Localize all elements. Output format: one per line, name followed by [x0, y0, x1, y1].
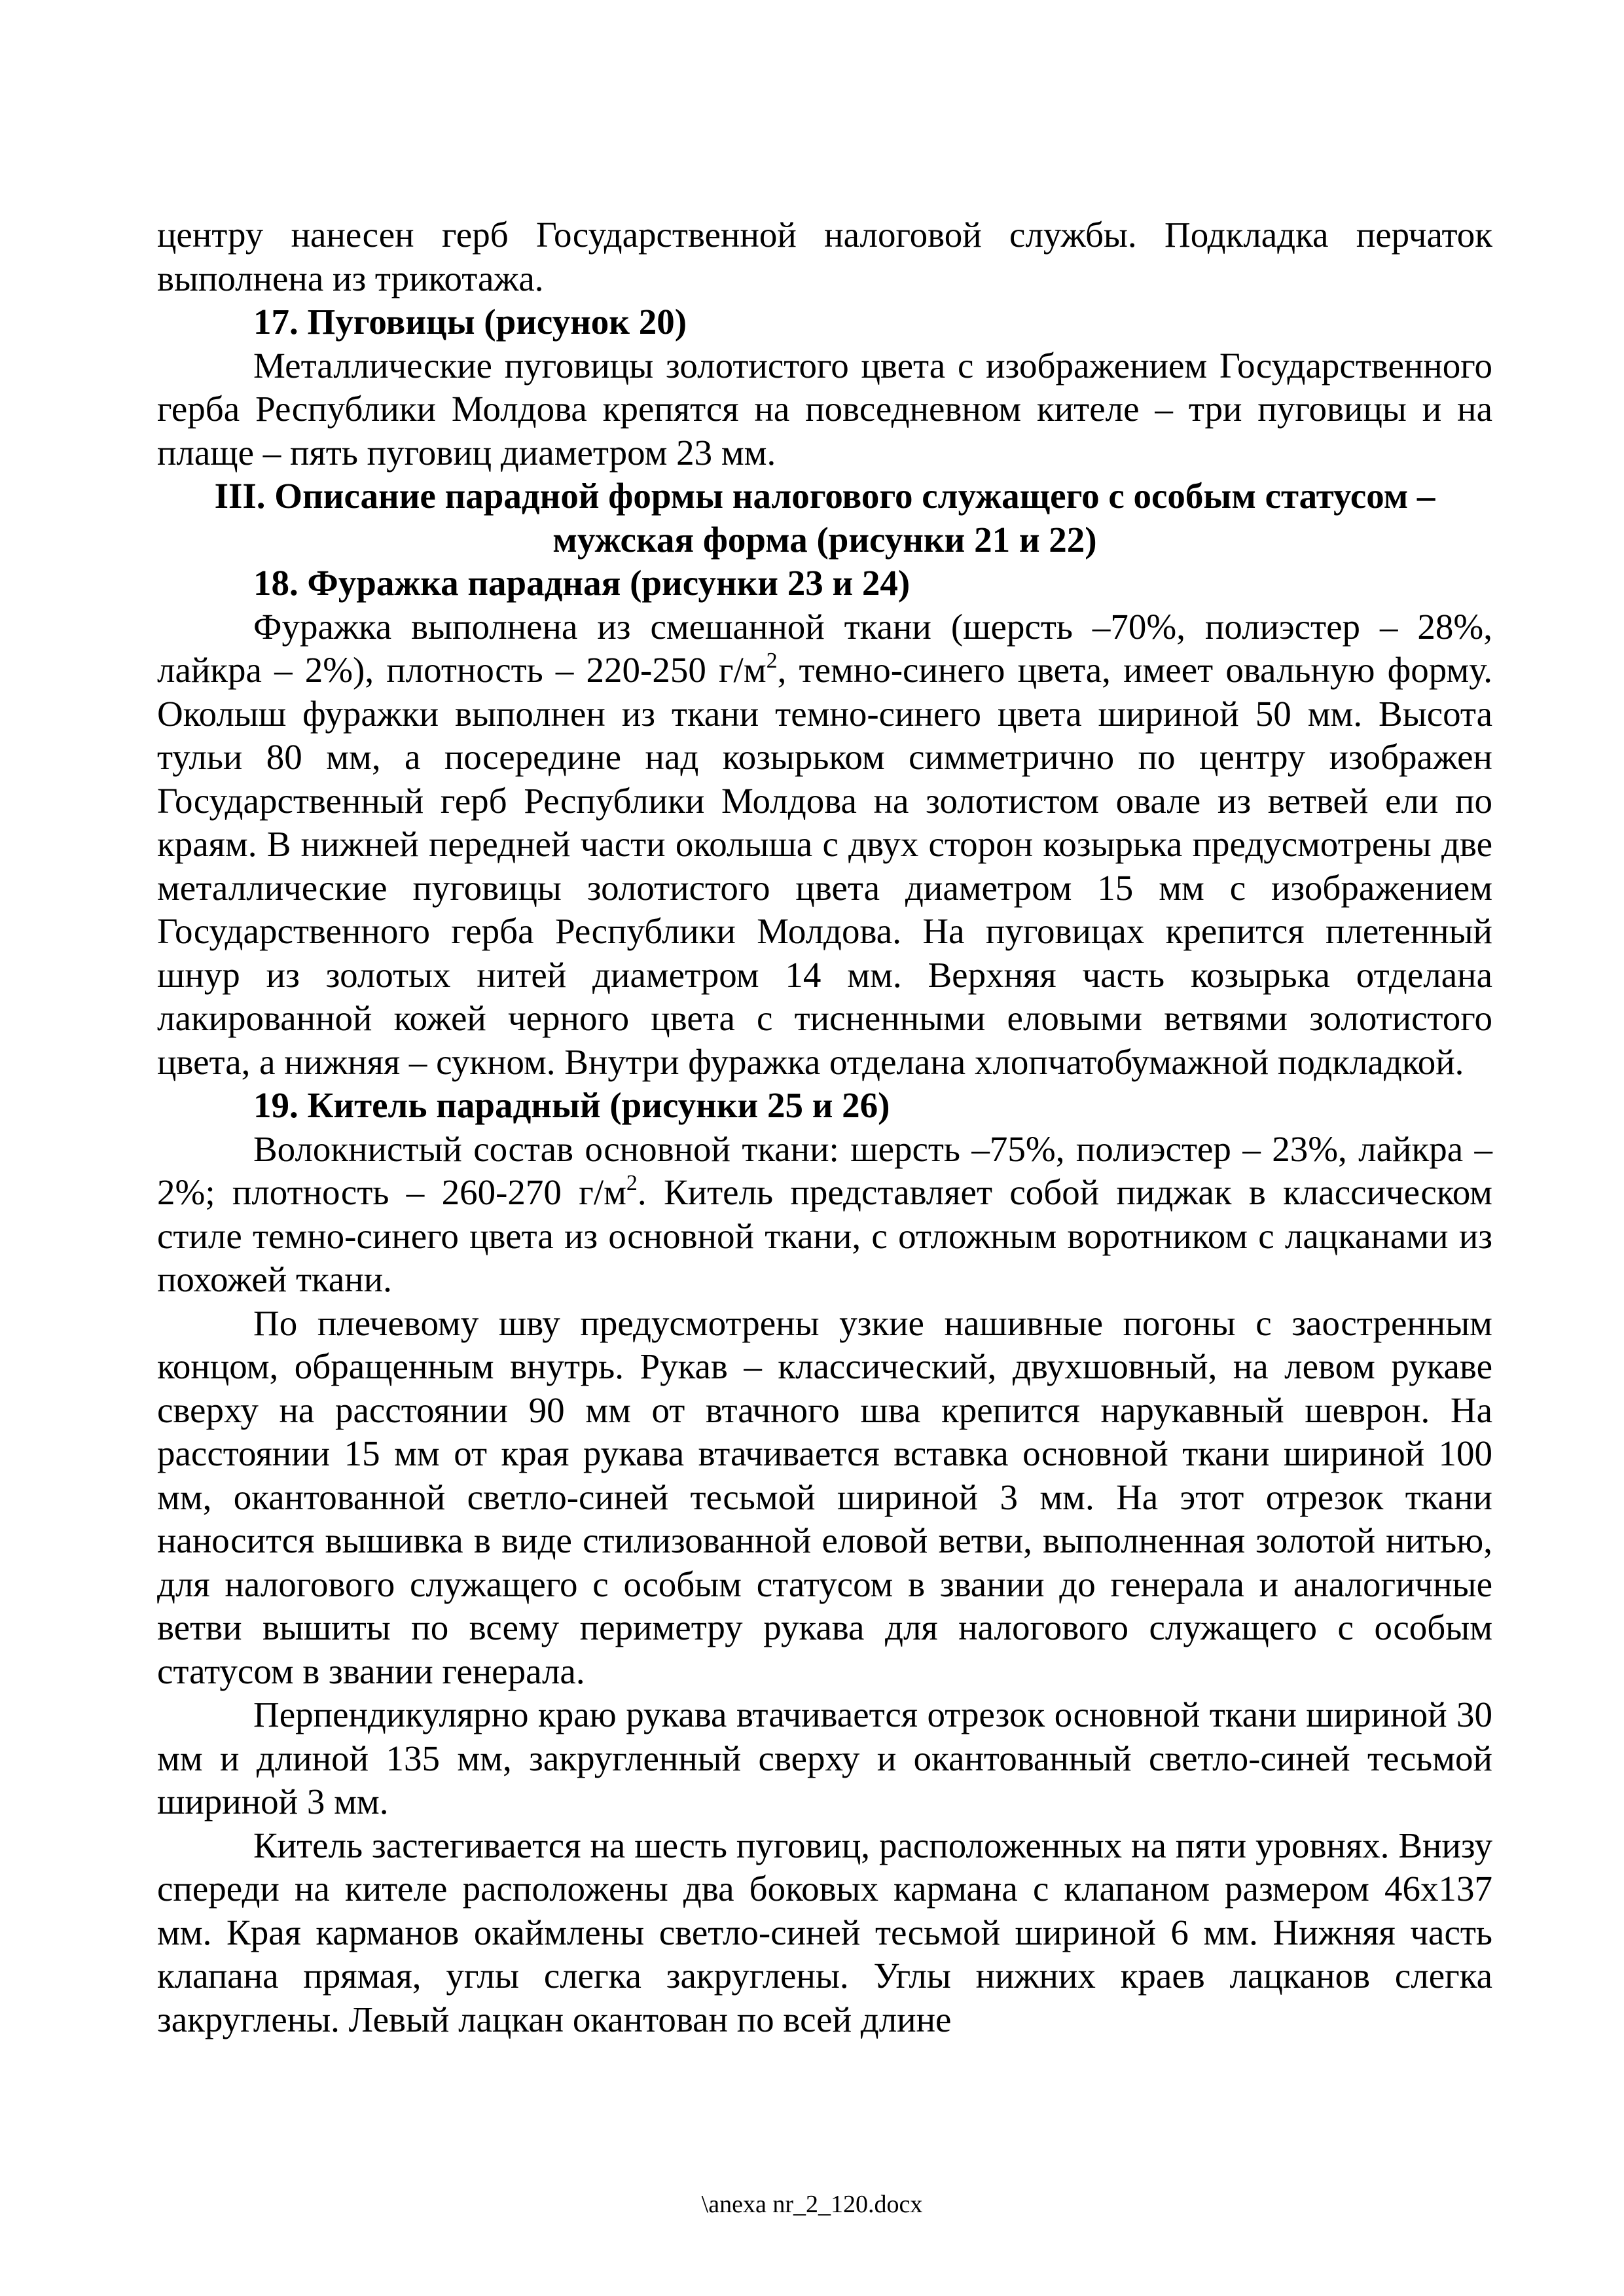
paragraph-parade-cap-part-2: , темно-синего цвета, имеет овальную форму. Околыш фуражки выполнен из ткани темно-синего цвета шириной 50 мм. Высота тульи 80 мм, а посередине над козырьком симметрично по центру изображен Государственный герб Республики Молдова на золотистом овале из ветвей ели по краям. В нижней передней части околыша с двух сторон козырька предусмотрены две металлические пуговицы золотистого цвета диаметром 15 мм с изображением Государственного герба Республики Молдова. На пуговицах крепится плетенный шнур из золотых нитей диаметром 14 мм. Верхняя часть козырька отделана лакированной кожей черного цвета с тисненными еловыми ветвями золотистого цвета, а нижняя – сукном. Внутри фуражка отделана хлопчатобумажной подкладкой. [157, 650, 1492, 1082]
heading-buttons: 17. Пуговицы (рисунок 20) [253, 302, 687, 342]
paragraph-jacket-fabric-part-2: . Китель представляет собой пиджак в классическом стиле темно-синего цвета из основной ткани, с отложным воротником с лацканами из похожей ткани. [157, 1172, 1492, 1299]
heading-parade-jacket: 19. Китель парадный (рисунки 25 и 26) [253, 1085, 890, 1125]
intro-paragraph: центру нанесен герб Государственной налоговой службы. Подкладка перчаток выполнена из трикотажа. [157, 215, 1492, 298]
footer-filename: \anexa nr_2_120.docx [701, 2191, 923, 2218]
paragraph-jacket-fabric [157, 1128, 1492, 1302]
heading-parade-cap: 18. Фуражка парадная (рисунки 23 и 24) [253, 563, 911, 603]
superscript: 2 [766, 649, 778, 673]
section-heading-parade-uniform: III. Описание парадной формы налогового служащего с особым статусом – мужская форма (рисунки 21 и 22) [214, 476, 1435, 560]
paragraph-jacket-pockets: Китель застегивается на шесть пуговиц, расположенных на пяти уровнях. Внизу спереди на кителе расположены два боковых кармана с клапаном размером 46х137 мм. Края карманов окаймлены светло-синей тесьмой шириной 6 мм. Нижняя часть клапана прямая, углы слегка закруглены. Углы нижних краев лацканов слегка закруглены. Левый лацкан окантован по всей длине [157, 1825, 1492, 2039]
paragraph-jacket-sleeve: По плечевому шву предусмотрены узкие нашивные погоны с заостренным концом, обращенным внутрь. Рукав – классический, двухшовный, на левом рукаве сверху на расстоянии 90 мм от втачного шва крепится нарукавный шеврон. На расстоянии 15 мм от края рукава втачивается вставка основной ткани шириной 100 мм, окантованной светло-синей тесьмой шириной 3 мм. На этот отрезок ткани наносится вышивка в виде стилизованной еловой ветви, выполненная золотой нитью, для налогового служащего с особым статусом в звании до генерала и аналогичные ветви вышиты по всему периметру рукава для налогового служащего с особым статусом в звании генерала. [157, 1302, 1492, 1691]
paragraph-parade-cap [157, 605, 1492, 1085]
document-body [157, 213, 1492, 2041]
paragraph-parade-cap-part-1: Фуражка выполнена из смешанной ткани (шерсть –70%, полиэстер – 28%, лайкра – 2%), плотность – 220-250 г/м [157, 606, 1492, 690]
paragraph-jacket-fabric-part-1: Волокнистый состав основной ткани: шерсть –75%, полиэстер – 23%, лайкра – 2%; плотность – 260-270 г/м [157, 1128, 1492, 1212]
paragraph-buttons: Металлические пуговицы золотистого цвета с изображением Государственного герба Республики Молдова крепятся на повседневном кителе – три пуговицы и на плаще – пять пуговиц диаметром 23 мм. [157, 345, 1492, 473]
superscript: 2 [626, 1171, 638, 1195]
paragraph-jacket-cuff: Перпендикулярно краю рукава втачивается отрезок основной ткани шириной 30 мм и длиной 135 мм, закругленный сверху и окантованный светло-синей тесьмой шириной 3 мм. [157, 1695, 1492, 1821]
